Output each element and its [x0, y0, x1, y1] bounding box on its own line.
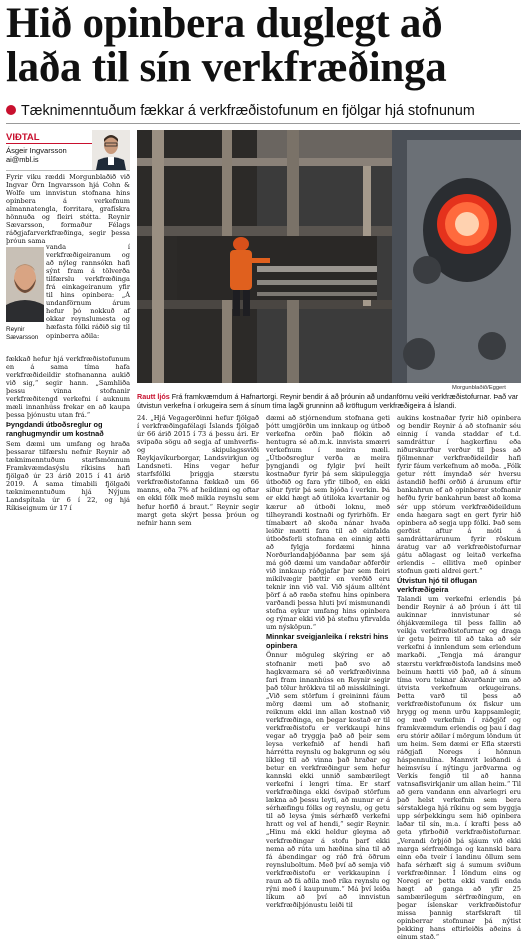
construction-photo [137, 130, 521, 383]
body-paragraph: Sem dæmi um umfang og hraða þessarar tilfærslu nefnir Reynir að tæknimenntuðum starfsmönnum Framkvæmdasýslu ríkisins hafi fjölgað úr 23 árið 2015 í 41 árið 2019. Á sama tímabili fjölgaði tæknimenntuðum hjá Nýjum Landspítala úr 6 í 22, og hjá Ríkiseignum úr 17 í [6, 439, 130, 512]
red-bullet-icon [6, 105, 16, 115]
subheading: Þyngdandi útboðsreglur og ranghugmyndir um kostnað [6, 420, 104, 438]
divider [6, 123, 520, 124]
photo-caption [137, 392, 522, 410]
caption-lead: Rautt ljós [137, 392, 170, 401]
caption-text: Frá framkvæmdum á Hafnartorgi. Reynir bendir á að þróunin að undanförnu veiki verkfræðistofurnar. Það var útvistun verkefna í orkugeira sem á sínum tíma lagði grunninn að kröftugum verkfræðigeira á Íslandi. [137, 392, 519, 410]
subheading: Útvistun hjó til öflugan verkfræðigeira [397, 575, 478, 594]
body-paragraph: Fyrir viku ræddi Morgunblaðið við Ingvar Örn Ingvarsson hjá Cohn & Wolfe um innvistun stofnana hins opinbera á verkefnum almannatengla, forritara, grafískra hönnuða og fleiri stétta. Reynir Sævarsson, formaður Félags ráðgjafarverkfræðinga, segir þessa þróun sama [6, 173, 130, 246]
author-photo [92, 130, 130, 170]
reynir-photo [6, 247, 44, 322]
body-paragraph: vanda í verkfræðigeiranum og að nýleg rannsókn hafi sýnt fram á tölverða tilfærslu verkfræðinga frá einkageiranum yfir til hins opinbera: „Á undanförnum árum hefur þó nokkuð af okkar reynslumesta og hæfasta fólki ráðið sig til opinberra aðila: [46, 243, 130, 340]
byline-name: Ásgeir Ingvarsson [6, 146, 67, 155]
photo-credit: Morgunblaðið/Eggert [452, 385, 506, 391]
subheading: Minnkar sveigjanleika í rekstri hins opinbera [266, 632, 389, 650]
article-column-1 [6, 173, 130, 245]
reynir-photo-caption: Reynir Sævarsson [6, 326, 39, 341]
body-paragraph: Talandi um verkefni erlendis þá bendir Reynir á að þróun í átt til aukinnar innvistunar sé óhjákvæmilega til þess fallin að veikja verkfræðistofurnar og draga úr getu þeirra til að taka að sér verkefni á innlendum sem erlendum markaði. „Tengja má árangur stærstu verkfræðistofa landsins með beinum hætti við það, að á sínum tíma voru teknar ákvarðanir um að útvista verkefnum orkugeirans. Þetta varð til þess að verkfræðistofunum óx fiskur um hrygg og menn urðu kappsamlegir, og með verkefnin í ráðgjöf og framkvæmdum erlendis og þau í dag eru stórir aðilar í mörgum löndum út um heim. Sem dæmi er Efla stærsti ráðgjafi Noregs í hönnun háspennulína. Mannvit leiðandi á heimsvísu í nýtingu jarðvarma og Verkís fengið til að hanna vatnsaflsvirkjanir um allan heim.“ Til að gera vandann enn alvarlegri eru það helst verkefnin sem bera sérstaklega hjá ríkinu og sem byggja upp sérþekkingu sem hið opinbera laðar til sín, m.a. í krafti þess að geta yfirboðið verkfræðistofurnar. „Verandi örþjóð þá sjáum við ekki marga sérfræðinga og kannski bara einn eða tveir í landinu öllum sem hafa sérhæft sig á sumum sviðum verkfræðinnar. Í löndum eins og Noregi er þetta ekki vandi enda hægt að ganga að yfir 25 sambærilegum sérfræðingum, en þegar íslenskar verkfræðistofur missa þannig starfskraft til opinberrar stofnunar þá nýtist þekking hans eftirleiðis aðeins á einum stað.“ [397, 595, 521, 941]
article-column-3 [266, 414, 390, 909]
byline-email: ai@mbl.is [6, 155, 39, 164]
body-paragraph: dæmi að stjórnendum stofnana geti þótt umgjörðin um innkaup og útboð verkefna orðin það flókin að hentugra sé að.m.k. innvista smærri verkefnum í meira mæli. „Útboðsreglur verða æ meira þyngjandi og fylgir því heilt kostnaður fyrir þá sem skipuleggja útboðið og fara yfir tilboð, en ekki síður fyrir þá sem bjóða í verkin. Þá er ekki hægt að útiloka kvartanir og kærur að útboði loknu, með tilheyrandi kostnaði og fyrirhöfn. Er tímabært að skoða nánar hvaða leiðir mætti fara til að einfalda útboðsferli stofnana en einnig ætti að fylgja fordæmi hinna Norðurlandaþjóðanna þar sem sjá má góð dæmi um vandaðar aðferðir við innkaup ráðgjafar þar sem fleiri mikilvægir þættir en verðið eru teknir inn við val. Við sjáum alltént þörf á að ræða stefnu hins opinbera varðandi þessa hluti því mismunandi stefna eykur umfang hins opinbera og rýmar ekki við þá stefnu yfirvalda um nýsköpun.“ [266, 414, 390, 632]
body-paragraph: 24. „Hjá Vegagerðinni hefur fjölgað í verkfræðingafélagi Íslands fjölgað úr 66 árið 2015 í 73 á þessu ári. Er svipaða sögu að segja af umhverfis- og skipulagssviði Reykjavíkurborgar, Landsvirkjun og Landsneti. Hins vegar hefur starfsfólki þriggja stærstu verkfræðistofanna fækkað um 66 manns, eða 7% af heildinni og oftar en ekki fólk með mikla reynslu sem hefur horfið á braut.“ Reynir segir margt geta skýrt þessa þróun og nefnir hann sem [137, 414, 259, 527]
subheadline [6, 103, 522, 120]
byline-divider [6, 170, 130, 171]
article-column-1-wrap [46, 243, 130, 340]
kicker: VIÐTAL [6, 132, 40, 143]
article-column-1-continued [6, 355, 130, 512]
headline: Hið opinbera duglegt að laða til sín verkfræðinga [6, 0, 447, 91]
article-column-4 [397, 414, 521, 941]
body-paragraph: fækkað hefur hjá verkfræðistofunum en á sama tíma hafa verkfræðideildir stofnananna aukið við sig,“ segir hann. „Samhliða þessu vinna stofnanir verkfræðitengd verkefni í auknum mæli innanhúss frekar en að kaupa þessa þjónustu utan frá.“ [6, 355, 130, 420]
body-paragraph: aukins kostnaðar fyrir hið opinbera og bendir Reynir á að stofnanir séu einnig í vanda staddar ef t.d. samdráttur í hagkerfinu eða niðurskurður verður til þess að fjölmennar verkfræðideildir hafi fyrir fáum verkefnum að moða. „Fólk getur rétt ímyndað sér hversu ástandið hefði orðið á árunum eftir bankahrun ef að opinberar stofnanir hefðu fyrir bankahrun bæst að koma sér upp stórum verkfræðideildum enda hægara sagt en gert fyrir hið opinbera að segja upp fólki. Það sem gerðist aftur á móti á samdráttarárunum fyrir röskum áratug var að verkfræðistofurnar gátu aðlagast og leitað verkefna erlendis – ellitlva með opinber stofnun gæti aldrei gert.“ [397, 414, 521, 575]
article-column-2 [137, 414, 259, 527]
subheadline-text: Tæknimenntuðum fækkar á verkfræðistofunum en fjölgar hjá stofnunum [21, 103, 475, 119]
body-paragraph: Önnur möguleg skýring er að stofnanir meti það svo að hagkvæmara sé að verkfræðivinna fari fram innanhúss en Reynir segir það tölur hrökkva til að misskilningi. „Við sem störfum í greininni fáum mörg dæmi um að stofnanir, reiknum ekki inn allan kostnað við verkfræðinga, en þegar kostað er til verkfræðistofu er verkkaupi hins vegar að tryggja það að þeir sem leysa verkefnið af hendi hafi hárrétta reynslu og bakgrunn og séu líkleg til að vinna það hraðar og betur en verkfræðingur sem hefur kannski ekki unnið sambærilegt verkefni í lengri tíma. Er starf verkfræðinga ekki ósvipað störfum lækna að þessu leyti, að munur er á sérhæfingu fólks og reynslu, og getu til að leysa ýmis sérhæfð verkefni hratt og vel af hendi,“ segir Reynir. „Hinu má ekki heldur gleyma að verkfræðingar á stofu þarf ekki nema að rúta um hæðina sína til að fá ábendingar og ráð frá öðrum reynsluboltum. Með því að semja við verkfræðistofu er verkkaupinn í raun að fá aðila með ríka reynslu og rýni með í kaupunum.“ Má því leiða líkum að því að innvistun verkfræðiþjónustu leiði til [266, 651, 390, 909]
